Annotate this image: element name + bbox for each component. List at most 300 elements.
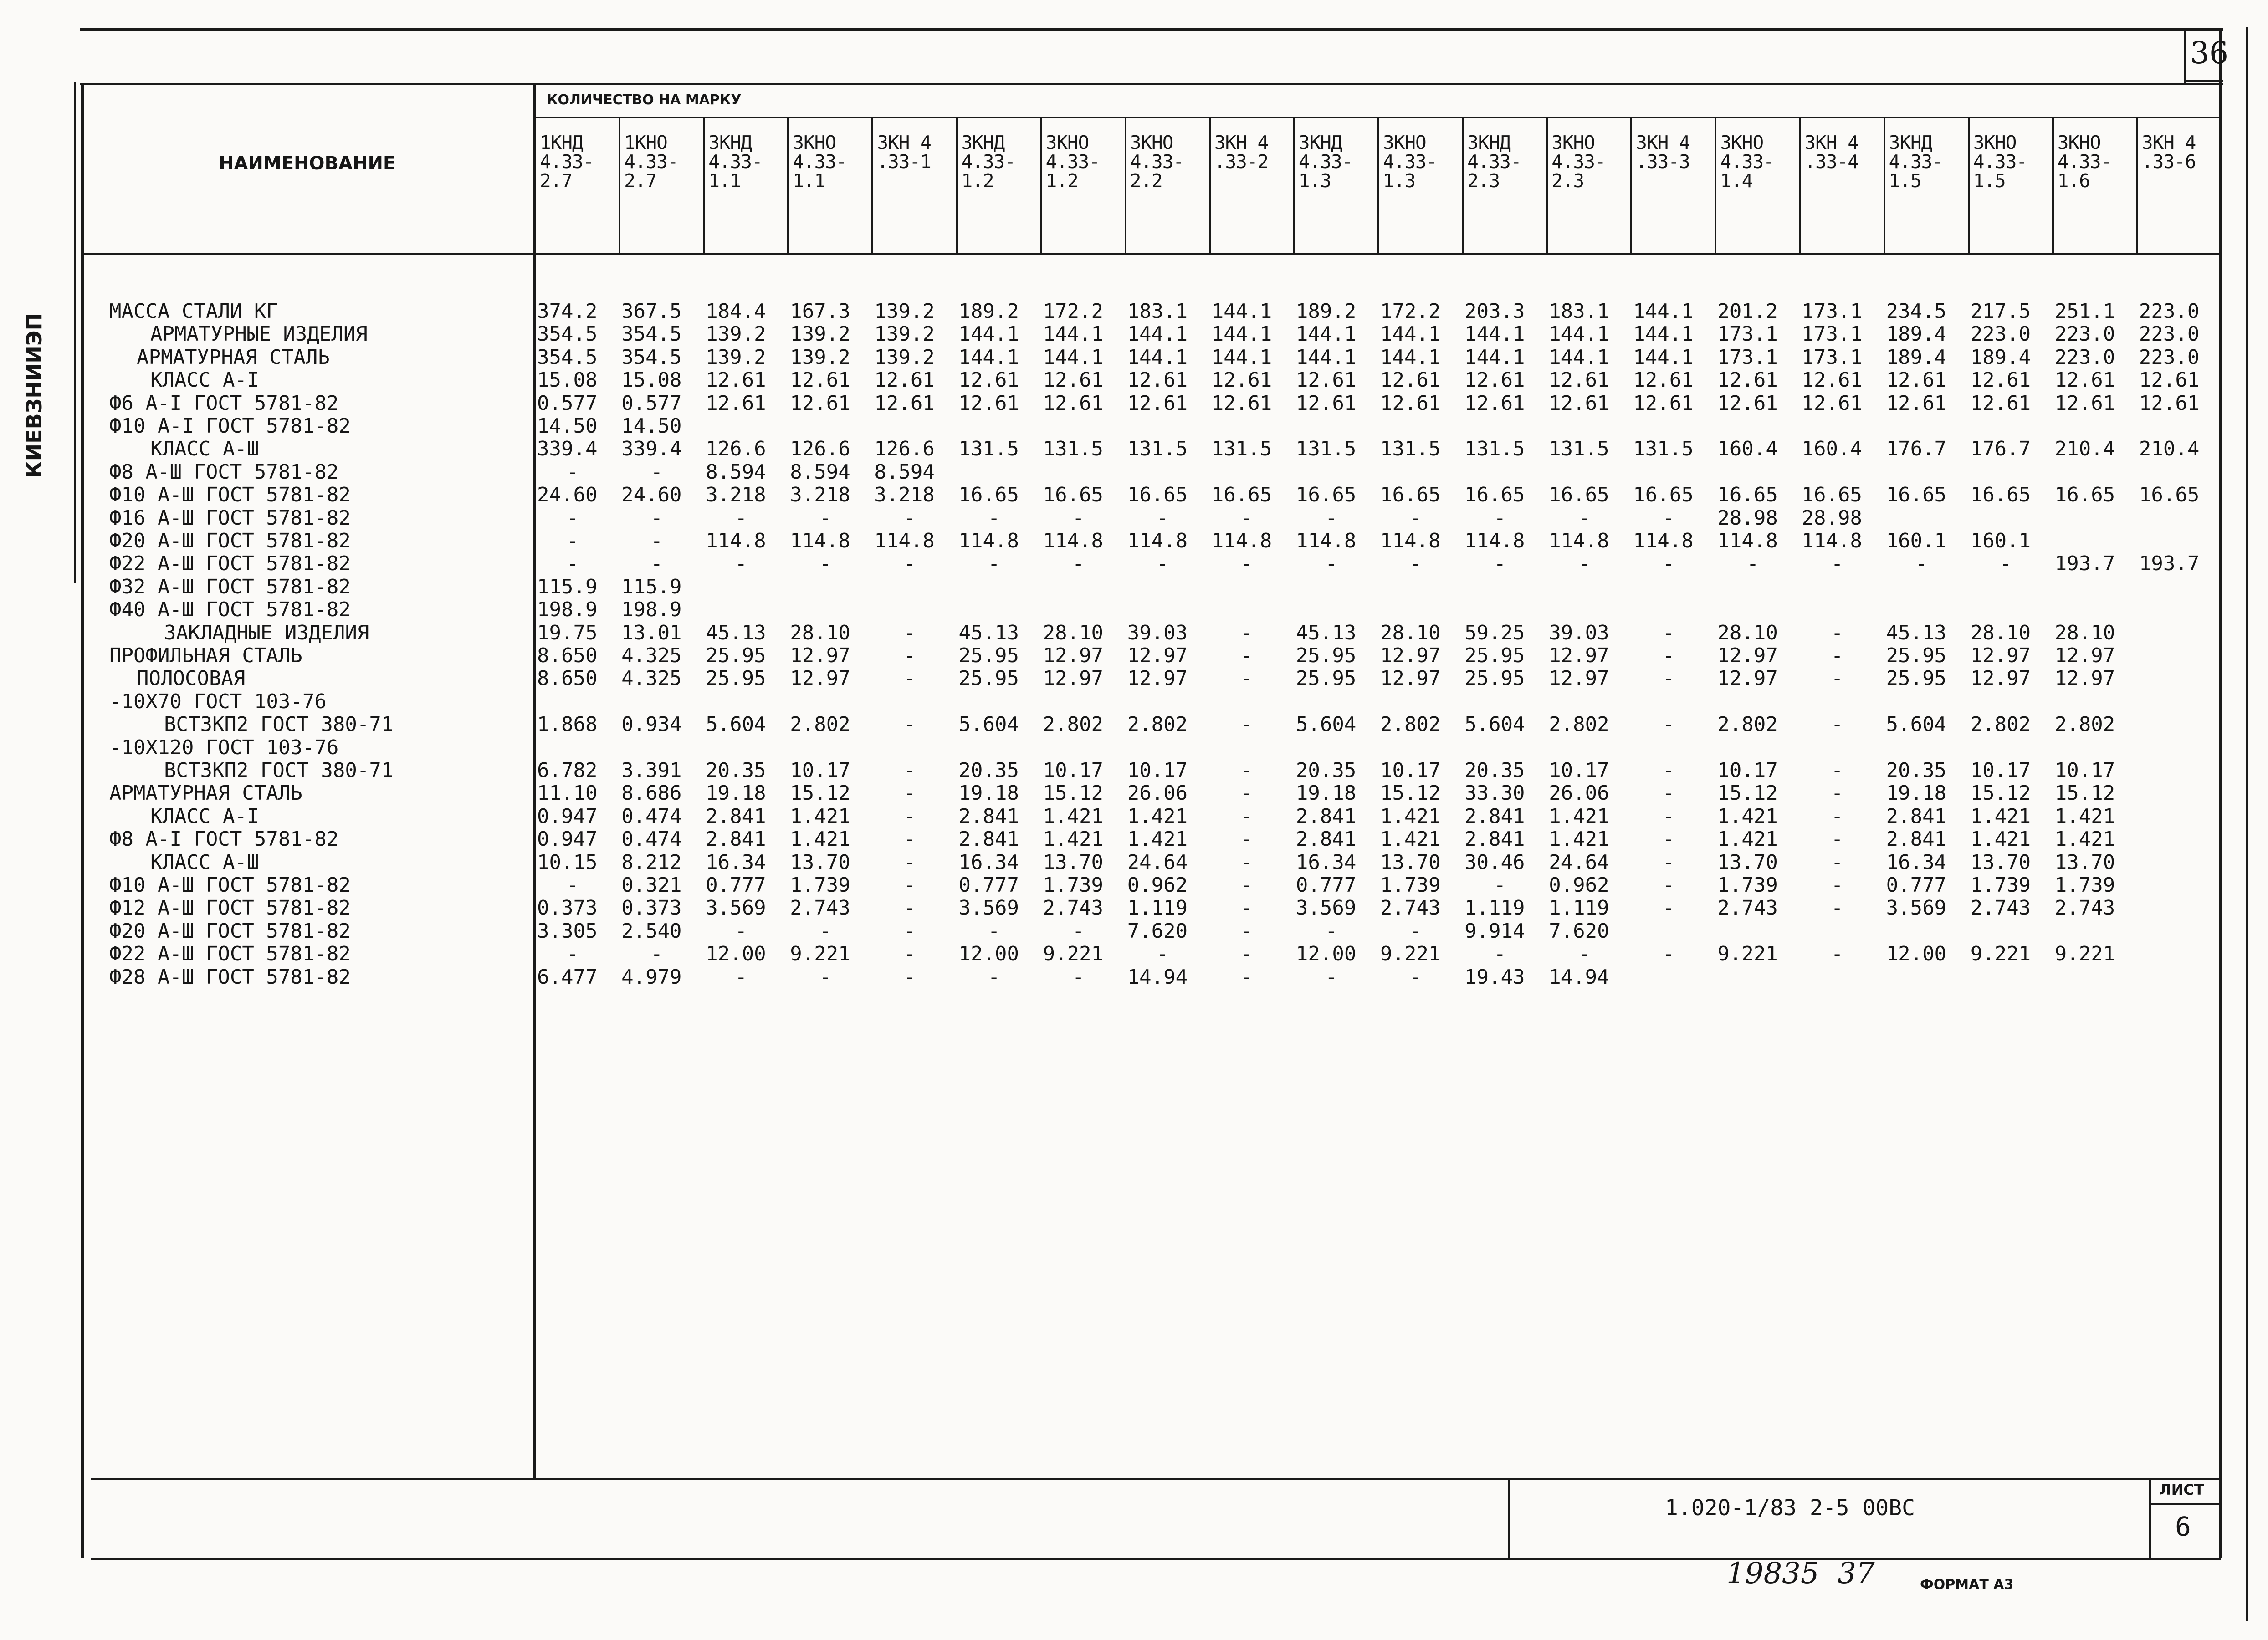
table-cell: 15.08 [537, 368, 598, 392]
table-cell: 16.65 [2139, 483, 2200, 507]
top-sheet-number: 36 [2190, 36, 2228, 71]
table-cell: 28.10 [2054, 621, 2115, 644]
table-cell: - [2000, 552, 2012, 576]
table-cell: - [1578, 506, 1591, 530]
row-name: Ф10 А-Ш ГОСТ 5781-82 [109, 483, 351, 507]
table-cell: - [1662, 621, 1675, 644]
table-cell: 9.221 [2054, 942, 2115, 966]
table-cell: 2.841 [1886, 828, 1947, 851]
side-stamp: КИЕВЗНИИЭП [22, 312, 46, 478]
table-cell: 15.08 [621, 368, 682, 392]
table-cell: 24.60 [621, 483, 682, 507]
table-cell: 144.1 [1043, 345, 1104, 369]
table-cell: 367.5 [621, 300, 682, 323]
column-header-line: 1.3 [1298, 170, 1331, 192]
table-cell: 339.4 [621, 437, 682, 461]
column-header-line: 3КН 4 [1636, 132, 1690, 153]
table-cell: - [1157, 506, 1169, 530]
table-cell: 114.8 [1380, 529, 1441, 552]
header-separator-line [80, 83, 2223, 85]
table-cell: 12.61 [1043, 368, 1104, 392]
table-cell: - [566, 460, 579, 484]
table-cell: 144.1 [1464, 322, 1525, 346]
table-cell: 20.35 [958, 759, 1019, 782]
table-cell: 1.421 [1970, 828, 2031, 851]
table-cell: 12.61 [1717, 368, 1778, 392]
table-cell: 0.321 [621, 874, 682, 897]
table-cell: 203.3 [1464, 300, 1525, 323]
table-cell: 25.95 [1464, 644, 1525, 667]
table-cell: 3.218 [874, 483, 935, 507]
table-cell: 12.61 [1211, 391, 1272, 415]
table-cell: 131.5 [1549, 437, 1609, 461]
column-header-line: 3КНО [1130, 132, 1173, 153]
table-cell: 189.2 [1295, 300, 1357, 323]
column-divider-line [1125, 118, 1126, 254]
table-cell: 1.421 [1380, 804, 1441, 828]
handwritten-note: 19835 37 [1726, 1557, 1875, 1590]
table-cell: 0.962 [1127, 874, 1188, 897]
table-cell: 144.1 [1464, 345, 1525, 369]
table-cell: 0.777 [958, 874, 1019, 897]
top-number-box-left [2184, 28, 2186, 83]
table-cell: - [1241, 896, 1253, 920]
table-cell: 223.0 [2054, 322, 2115, 346]
table-cell: 10.15 [537, 850, 598, 874]
table-cell: - [1241, 644, 1253, 667]
table-cell: 8.650 [537, 667, 598, 690]
table-cell: 15.12 [1043, 782, 1104, 805]
table-cell: 5.604 [1464, 713, 1525, 736]
table-cell: 126.6 [874, 437, 935, 461]
table-cell: 201.2 [1717, 300, 1778, 323]
table-cell: 8.212 [621, 850, 682, 874]
table-cell: 131.5 [1211, 437, 1272, 461]
table-cell: 12.61 [1886, 391, 1947, 415]
row-name: КЛАСС А-Ш [150, 850, 259, 874]
table-cell: 0.777 [1295, 874, 1357, 897]
table-cell: 19.18 [706, 782, 766, 805]
table-cell: - [1241, 552, 1253, 576]
table-cell: 189.4 [1970, 345, 2031, 369]
table-cell: 15.12 [1380, 782, 1441, 805]
table-cell: 193.7 [2139, 552, 2200, 576]
column-header-line: .33-1 [877, 151, 931, 173]
table-cell: 10.17 [790, 759, 850, 782]
table-cell: - [1325, 552, 1337, 576]
column-divider-line [1462, 118, 1464, 254]
row-name: Ф28 А-Ш ГОСТ 5781-82 [109, 965, 351, 989]
table-cell: 198.9 [621, 598, 682, 622]
table-cell: - [1325, 965, 1337, 989]
table-cell: 131.5 [958, 437, 1019, 461]
table-cell: 144.1 [958, 322, 1019, 346]
table-cell: 144.1 [1211, 300, 1272, 323]
column-header-line: 1.5 [1889, 170, 1921, 192]
row-name: ПРОФИЛЬНАЯ СТАЛЬ [109, 644, 302, 667]
table-cell: 223.0 [1970, 322, 2031, 346]
table-cell: 12.97 [1717, 644, 1778, 667]
table-cell: 5.604 [958, 713, 1019, 736]
table-cell: 114.8 [1717, 529, 1778, 552]
table-cell: 12.61 [1886, 368, 1947, 392]
table-cell: 1.421 [1549, 804, 1609, 828]
table-cell: - [1241, 919, 1253, 943]
table-cell: - [650, 529, 663, 552]
column-header-line: .33-3 [1636, 151, 1690, 173]
table-cell: - [650, 942, 663, 966]
table-cell: 16.65 [1549, 483, 1609, 507]
table-cell: 126.6 [790, 437, 850, 461]
table-cell: - [1072, 919, 1085, 943]
column-header-line: 1КНО [624, 132, 667, 153]
table-cell: 9.221 [1970, 942, 2031, 966]
table-cell: 139.2 [874, 300, 935, 323]
table-cell: 0.373 [621, 896, 682, 920]
table-cell: 16.65 [2054, 483, 2115, 507]
table-cell: - [1241, 942, 1253, 966]
row-name: МАССА СТАЛИ КГ [109, 300, 278, 323]
table-cell: - [566, 552, 579, 576]
table-cell: - [1662, 804, 1675, 828]
table-cell: 16.65 [1043, 483, 1104, 507]
table-cell: 12.61 [874, 391, 935, 415]
table-cell: 115.9 [537, 575, 598, 598]
column-divider-line [1968, 118, 1970, 254]
row-name: -10Х120 ГОСТ 103-76 [109, 736, 339, 759]
table-cell: 2.802 [1717, 713, 1778, 736]
table-cell: - [1831, 782, 1843, 805]
column-divider-line [956, 118, 958, 254]
column-header-line: 4.33- [1720, 151, 1774, 173]
table-cell: 198.9 [537, 598, 598, 622]
table-cell: - [903, 644, 916, 667]
table-cell: 126.6 [706, 437, 766, 461]
column-divider-line [1377, 118, 1379, 254]
table-cell: 217.5 [1970, 300, 2031, 323]
table-cell: - [1831, 667, 1843, 690]
table-cell: 9.221 [790, 942, 850, 966]
table-cell: - [1831, 896, 1843, 920]
table-cell: 3.305 [537, 919, 598, 943]
table-cell: 173.1 [1802, 345, 1862, 369]
column-header-line: .33-6 [2141, 151, 2196, 173]
titleblock-left-line [1508, 1478, 1510, 1559]
table-cell: 12.97 [790, 644, 850, 667]
table-cell: 10.17 [1380, 759, 1441, 782]
table-cell: 20.35 [706, 759, 766, 782]
table-cell: 14.50 [621, 414, 682, 438]
table-cell: 2.841 [706, 804, 766, 828]
table-cell: 12.61 [1127, 368, 1188, 392]
table-cell: 144.1 [1127, 345, 1188, 369]
table-cell: 12.97 [1717, 667, 1778, 690]
table-cell: - [735, 506, 747, 530]
column-header-line: 1.2 [961, 170, 994, 192]
table-cell: 10.17 [1549, 759, 1609, 782]
table-cell: 144.1 [1380, 345, 1441, 369]
table-cell: - [1662, 896, 1675, 920]
table-cell: 12.97 [790, 667, 850, 690]
table-cell: 12.97 [1549, 667, 1609, 690]
table-cell: - [1578, 942, 1591, 966]
table-cell: 167.3 [790, 300, 850, 323]
table-cell: - [566, 529, 579, 552]
column-header-line: 4.33- [708, 151, 763, 173]
table-cell: 131.5 [1295, 437, 1357, 461]
table-cell: 144.1 [1127, 322, 1188, 346]
table-cell: 12.61 [1464, 391, 1525, 415]
column-header-line: 3КНО [1720, 132, 1764, 153]
column-header-line: 3КН 4 [877, 132, 931, 153]
table-cell: - [903, 942, 916, 966]
table-cell: - [650, 460, 663, 484]
table-cell: - [988, 919, 1000, 943]
table-cell: - [1662, 828, 1675, 851]
table-cell: - [903, 667, 916, 690]
table-cell: - [1494, 552, 1506, 576]
table-cell: 16.65 [1886, 483, 1947, 507]
table-cell: 15.12 [1717, 782, 1778, 805]
column-header-line: 4.33- [1973, 151, 2027, 173]
row-name: Ф16 А-Ш ГОСТ 5781-82 [109, 506, 351, 530]
table-cell: 2.743 [790, 896, 850, 920]
table-cell: - [903, 782, 916, 805]
row-name: Ф8 А-Ш ГОСТ 5781-82 [109, 460, 339, 484]
table-cell: 11.10 [537, 782, 598, 805]
table-cell: 24.60 [537, 483, 598, 507]
table-cell: - [1831, 621, 1843, 644]
side-stamp-line [74, 82, 76, 583]
table-cell: 28.10 [1380, 621, 1441, 644]
table-cell: 10.17 [1043, 759, 1104, 782]
table-cell: 0.474 [621, 828, 682, 851]
table-cell: 7.620 [1127, 919, 1188, 943]
table-cell: 2.802 [2054, 713, 2115, 736]
table-cell: 173.1 [1802, 322, 1862, 346]
table-cell: 160.4 [1802, 437, 1862, 461]
table-cell: - [1241, 828, 1253, 851]
column-header-line: 1КНД [540, 132, 583, 153]
table-cell: 0.577 [621, 391, 682, 415]
table-cell: 12.61 [1802, 368, 1862, 392]
table-cell: - [1831, 942, 1843, 966]
table-cell: 12.61 [1633, 368, 1694, 392]
table-cell: 354.5 [537, 345, 598, 369]
column-header-line: 3КНО [1973, 132, 2017, 153]
table-cell: 12.61 [1549, 368, 1609, 392]
table-cell: 354.5 [621, 345, 682, 369]
table-cell: 114.8 [958, 529, 1019, 552]
table-cell: 3.569 [958, 896, 1019, 920]
table-cell: 39.03 [1127, 621, 1188, 644]
table-cell: 131.5 [1633, 437, 1694, 461]
table-cell: - [1241, 804, 1253, 828]
table-cell: 10.17 [1717, 759, 1778, 782]
table-cell: - [566, 942, 579, 966]
table-cell: 12.61 [1043, 391, 1104, 415]
column-header-line: 4.33- [1889, 151, 1943, 173]
table-cell: 144.1 [1295, 345, 1357, 369]
table-cell: 8.594 [706, 460, 766, 484]
column-header-line: 1.1 [708, 170, 741, 192]
column-header-line: 4.33- [1383, 151, 1437, 173]
table-cell: 16.65 [1633, 483, 1694, 507]
table-cell: 4.325 [621, 667, 682, 690]
table-cell: 0.777 [706, 874, 766, 897]
table-cell: 33.30 [1464, 782, 1525, 805]
table-cell: - [1662, 942, 1675, 966]
table-cell: 12.97 [1127, 667, 1188, 690]
table-cell: - [1072, 965, 1085, 989]
table-cell: - [1662, 644, 1675, 667]
table-cell: 160.1 [1970, 529, 2031, 552]
table-cell: - [1157, 552, 1169, 576]
table-cell: 12.61 [706, 368, 766, 392]
row-name: Ф40 А-Ш ГОСТ 5781-82 [109, 598, 351, 622]
table-cell: 12.61 [2139, 368, 2200, 392]
table-cell: 13.70 [1043, 850, 1104, 874]
table-cell: 12.00 [1886, 942, 1947, 966]
table-cell: 2.841 [1886, 804, 1947, 828]
table-cell: 131.5 [1464, 437, 1525, 461]
table-cell: 139.2 [874, 322, 935, 346]
table-cell: 251.1 [2054, 300, 2115, 323]
table-cell: 172.2 [1380, 300, 1441, 323]
top-number-box-bottom [2184, 80, 2223, 82]
table-cell: 139.2 [706, 345, 766, 369]
table-cell: - [903, 965, 916, 989]
table-cell: 12.97 [2054, 667, 2115, 690]
table-cell: - [650, 552, 663, 576]
table-cell: 25.95 [1886, 667, 1947, 690]
column-header-line: 4.33- [1298, 151, 1353, 173]
table-cell: 1.739 [1043, 874, 1104, 897]
table-cell: 1.739 [1380, 874, 1441, 897]
table-cell: 16.65 [1295, 483, 1357, 507]
table-cell: 12.61 [958, 368, 1019, 392]
table-cell: 25.95 [958, 644, 1019, 667]
table-cell: 2.841 [706, 828, 766, 851]
table-cell: 16.34 [1886, 850, 1947, 874]
table-cell: 2.802 [1043, 713, 1104, 736]
table-cell: - [1494, 942, 1506, 966]
column-header-line: 3КН 4 [2141, 132, 2196, 153]
table-cell: - [903, 506, 916, 530]
table-cell: 2.841 [1464, 828, 1525, 851]
table-cell: 2.743 [1970, 896, 2031, 920]
column-divider-line [871, 118, 873, 254]
table-cell: 45.13 [1295, 621, 1357, 644]
table-cell: 12.61 [1970, 391, 2031, 415]
row-name: Ф20 А-Ш ГОСТ 5781-82 [109, 529, 351, 552]
table-cell: 0.474 [621, 804, 682, 828]
table-cell: - [988, 552, 1000, 576]
table-cell: - [1241, 759, 1253, 782]
table-cell: 16.65 [1717, 483, 1778, 507]
table-cell: - [735, 965, 747, 989]
table-cell: 12.61 [1970, 368, 2031, 392]
table-cell: 25.95 [1295, 644, 1357, 667]
row-name: АРМАТУРНЫЕ ИЗДЕЛИЯ [150, 322, 368, 346]
table-cell: 12.97 [1970, 644, 2031, 667]
table-cell: 12.61 [1380, 368, 1441, 392]
table-cell: - [1662, 782, 1675, 805]
column-divider-line [1040, 118, 1042, 254]
table-cell: - [1831, 804, 1843, 828]
table-cell: 9.914 [1464, 919, 1525, 943]
table-cell: 184.4 [706, 300, 766, 323]
table-cell: 0.947 [537, 804, 598, 828]
name-column-header: НАИМЕНОВАНИЕ [219, 153, 396, 174]
row-name: ВСТ3КП2 ГОСТ 380-71 [164, 759, 394, 782]
column-header-line: 3КНО [2057, 132, 2101, 153]
table-cell: - [1662, 874, 1675, 897]
table-cell: - [1409, 552, 1422, 576]
table-cell: 16.34 [1295, 850, 1357, 874]
table-cell: - [1662, 506, 1675, 530]
table-cell: - [566, 874, 579, 897]
table-cell: 24.64 [1127, 850, 1188, 874]
table-cell: - [1831, 759, 1843, 782]
table-cell: 3.218 [706, 483, 766, 507]
table-cell: 16.34 [958, 850, 1019, 874]
table-cell: 12.97 [1970, 667, 2031, 690]
table-cell: 12.61 [1127, 391, 1188, 415]
column-header-line: 2.7 [540, 170, 573, 192]
table-cell: 2.802 [1549, 713, 1609, 736]
table-cell: - [1831, 828, 1843, 851]
table-cell: 2.841 [958, 828, 1019, 851]
table-cell: 2.802 [790, 713, 850, 736]
column-header-line: 4.33- [1551, 151, 1606, 173]
table-cell: - [1241, 874, 1253, 897]
column-header-line: 3КНД [1298, 132, 1342, 153]
column-divider-line [1546, 118, 1548, 254]
table-cell: - [1831, 850, 1843, 874]
table-cell: 0.947 [537, 828, 598, 851]
table-cell: 114.8 [706, 529, 766, 552]
table-cell: 131.5 [1043, 437, 1104, 461]
table-cell: - [903, 552, 916, 576]
column-header-line: 1.4 [1720, 170, 1753, 192]
table-cell: - [650, 506, 663, 530]
table-cell: 144.1 [1295, 322, 1357, 346]
table-cell: 173.1 [1717, 322, 1778, 346]
row-name: ПОЛОСОВАЯ [137, 667, 246, 690]
table-cell: 13.70 [1970, 850, 2031, 874]
table-cell: 19.18 [1886, 782, 1947, 805]
table-cell: 144.1 [1211, 345, 1272, 369]
table-cell: 15.12 [1970, 782, 2031, 805]
table-cell: 1.739 [1717, 874, 1778, 897]
table-cell: - [819, 552, 832, 576]
table-cell: 1.421 [1970, 804, 2031, 828]
table-cell: 1.421 [790, 804, 850, 828]
table-cell: 144.1 [958, 345, 1019, 369]
table-cell: 1.119 [1464, 896, 1525, 920]
table-cell: 9.221 [1380, 942, 1441, 966]
row-name: Ф8 А-I ГОСТ 5781-82 [109, 828, 339, 851]
table-cell: 10.17 [1127, 759, 1188, 782]
table-cell: 114.8 [1464, 529, 1525, 552]
table-cell: 114.8 [1127, 529, 1188, 552]
table-cell: - [903, 850, 916, 874]
table-cell: 176.7 [1970, 437, 2031, 461]
table-cell: 59.25 [1464, 621, 1525, 644]
table-cell: 160.1 [1886, 529, 1947, 552]
name-column-divider [533, 83, 536, 1479]
